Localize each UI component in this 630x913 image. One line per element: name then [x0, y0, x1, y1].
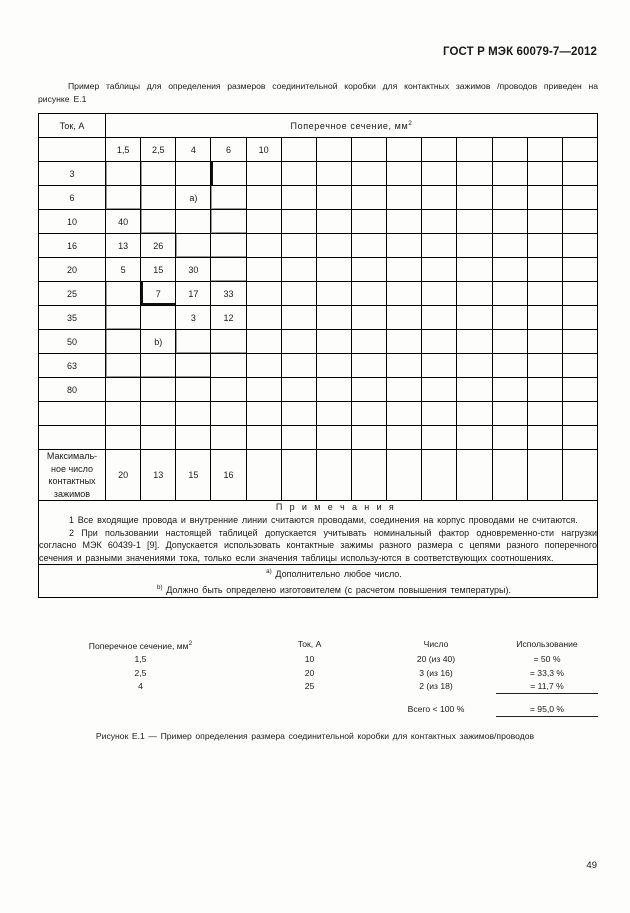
- subheader-cell: [527, 138, 562, 162]
- data-cell: [211, 354, 246, 378]
- data-cell: [527, 258, 562, 282]
- summary-section: 1,5: [134, 654, 147, 665]
- summary-row: [38, 653, 598, 666]
- data-cell: [527, 162, 562, 186]
- note-item-text: 2 При пользовании настоящей таблицей допускается учитывать номинальный фактор одновременно-сти нагрузки согласно МЭК 60439-1 [9]. Допускается использовать контактные зажимы разного размера с цепями разного поперечного сечения и разными значениями тока, только если значения таблицы использу-ются в соответствующих соотношениях.: [39, 527, 597, 563]
- max-terminals-value: [246, 450, 281, 501]
- table-row: [39, 426, 598, 450]
- max-terminals-value: 15: [176, 450, 211, 501]
- data-cell: [106, 354, 141, 378]
- data-cell: [316, 258, 351, 282]
- max-terminals-value: [387, 450, 422, 501]
- data-cell: [422, 402, 457, 426]
- data-cell: [492, 162, 527, 186]
- data-cell: [281, 162, 316, 186]
- row-current-label: 6: [39, 186, 106, 210]
- data-cell: [492, 210, 527, 234]
- data-cell: [527, 210, 562, 234]
- summary-gap-row: [38, 694, 598, 703]
- data-cell: [387, 282, 422, 306]
- data-cell: [246, 162, 281, 186]
- header-current: Ток, А: [39, 114, 106, 138]
- data-cell: [351, 234, 386, 258]
- data-cell: [106, 162, 141, 186]
- data-cell: [246, 186, 281, 210]
- subheader-blank: [39, 138, 106, 162]
- data-cell: [211, 330, 246, 354]
- max-terminals-value: [527, 450, 562, 501]
- summary-header-section-text: Поперечное сечение, мм: [88, 640, 189, 651]
- data-cell: 3: [176, 306, 211, 330]
- data-cell: [527, 186, 562, 210]
- data-cell: [176, 354, 211, 378]
- summary-gap-cell: [496, 694, 598, 703]
- data-cell: [281, 378, 316, 402]
- data-cell: [527, 306, 562, 330]
- data-cell: [316, 210, 351, 234]
- data-cell: [422, 306, 457, 330]
- summary-count: 3 (из 16): [419, 667, 453, 678]
- data-cell: [457, 426, 492, 450]
- subheader-cell: [457, 138, 492, 162]
- data-cell: [422, 282, 457, 306]
- data-cell: [387, 162, 422, 186]
- data-cell: [422, 258, 457, 282]
- data-cell: [351, 162, 386, 186]
- data-cell: 13: [106, 234, 141, 258]
- data-cell: [351, 426, 386, 450]
- subheader-cell: 1,5: [106, 138, 141, 162]
- row-current-label: 20: [39, 258, 106, 282]
- data-cell: [562, 186, 597, 210]
- data-cell: [141, 186, 176, 210]
- data-cell: [351, 210, 386, 234]
- max-terminals-value: 16: [211, 450, 246, 501]
- data-cell: [492, 186, 527, 210]
- summary-section: 2,5: [134, 667, 147, 678]
- data-cell: [527, 234, 562, 258]
- table-row: [39, 402, 598, 426]
- data-cell: [281, 354, 316, 378]
- subheader-cell: [492, 138, 527, 162]
- data-cell: [246, 210, 281, 234]
- max-terminals-value: [351, 450, 386, 501]
- data-cell: [281, 330, 316, 354]
- data-cell: [106, 186, 141, 210]
- data-cell: [246, 330, 281, 354]
- data-cell: [422, 162, 457, 186]
- max-label-line: контактных: [48, 476, 96, 487]
- max-label-line: Максималь-: [46, 451, 98, 461]
- data-cell: [281, 210, 316, 234]
- data-cell: [387, 186, 422, 210]
- data-cell: [457, 306, 492, 330]
- data-cell: [457, 282, 492, 306]
- table-row: [39, 258, 598, 282]
- row-current-label: [39, 426, 106, 450]
- data-cell: [492, 426, 527, 450]
- subheader-cell: [351, 138, 386, 162]
- data-cell: [387, 330, 422, 354]
- summary-gap-cell: [376, 694, 496, 703]
- data-cell: [457, 330, 492, 354]
- data-cell: [176, 162, 211, 186]
- data-cell: [141, 426, 176, 450]
- data-cell: [457, 162, 492, 186]
- row-current-label: 10: [39, 210, 106, 234]
- data-cell: [562, 354, 597, 378]
- data-cell: [492, 378, 527, 402]
- data-cell: [562, 426, 597, 450]
- data-cell: [281, 186, 316, 210]
- data-cell: [106, 402, 141, 426]
- summary-total-blank: [243, 703, 376, 717]
- max-label-line: ное число: [50, 463, 94, 474]
- data-cell: [176, 210, 211, 234]
- data-cell: [422, 186, 457, 210]
- subheader-cell: [281, 138, 316, 162]
- data-cell: [211, 186, 246, 210]
- data-cell: [316, 354, 351, 378]
- data-cell: [141, 210, 176, 234]
- subheader-cell: 10: [246, 138, 281, 162]
- data-cell: [281, 402, 316, 426]
- data-cell: [176, 330, 211, 354]
- data-cell: [211, 426, 246, 450]
- row-current-label: 25: [39, 282, 106, 306]
- data-cell: [457, 234, 492, 258]
- row-current-label: 63: [39, 354, 106, 378]
- footnotes-row: [39, 565, 598, 598]
- data-cell: 40: [106, 210, 141, 234]
- data-cell: [562, 162, 597, 186]
- row-current-label: 50: [39, 330, 106, 354]
- summary-usage: = 50 %: [533, 654, 561, 665]
- data-cell: [351, 282, 386, 306]
- subheader-cell: [387, 138, 422, 162]
- data-cell: [492, 234, 527, 258]
- data-cell: 7: [141, 282, 176, 306]
- subheader-cell: [422, 138, 457, 162]
- max-label-line: зажимов: [53, 488, 91, 499]
- data-cell: [562, 330, 597, 354]
- intro-text: Пример таблицы для определения размеров соединительной коробки для контактных зажимов /проводов приведен на рисунке Е.1: [38, 81, 598, 104]
- data-cell: [422, 426, 457, 450]
- data-cell: [422, 234, 457, 258]
- summary-header-row: [38, 637, 598, 653]
- footnote-mark: a): [266, 568, 272, 576]
- table-row: [39, 282, 598, 306]
- summary-current: 25: [304, 681, 315, 692]
- data-cell: [316, 402, 351, 426]
- summary-block: [38, 637, 598, 717]
- data-cell: [527, 378, 562, 402]
- table-row: [39, 378, 598, 402]
- max-terminals-value: [422, 450, 457, 501]
- data-cell: [316, 306, 351, 330]
- subheader-cell: [562, 138, 597, 162]
- table-row: [39, 210, 598, 234]
- summary-header-sup: 2: [188, 640, 193, 647]
- figure-caption: Рисунок Е.1 — Пример определения размера соединительной коробки для контактных зажимов/проводов: [95, 731, 535, 741]
- data-cell: [281, 258, 316, 282]
- summary-total-blank: [38, 703, 243, 717]
- row-current-label: 16: [39, 234, 106, 258]
- data-cell: 30: [176, 258, 211, 282]
- summary-current: 20: [304, 667, 315, 678]
- data-cell-footnote-a: a): [176, 186, 211, 210]
- footnote-text: Дополнительно любое число.: [275, 569, 402, 580]
- data-cell: 12: [211, 306, 246, 330]
- data-cell: [387, 258, 422, 282]
- data-cell: [141, 378, 176, 402]
- summary-header-current: Ток, А: [297, 639, 322, 650]
- data-cell: [316, 426, 351, 450]
- data-cell: [106, 306, 141, 330]
- data-cell: [457, 186, 492, 210]
- summary-count: 2 (из 18): [419, 681, 453, 692]
- subheader-cell: [316, 138, 351, 162]
- data-cell: [106, 426, 141, 450]
- data-cell: [106, 282, 141, 306]
- data-cell: [246, 402, 281, 426]
- data-cell: [246, 282, 281, 306]
- footnote-item: [39, 581, 597, 597]
- data-cell: [316, 330, 351, 354]
- max-terminals-value: [316, 450, 351, 501]
- data-cell: [457, 210, 492, 234]
- max-terminals-value: 20: [106, 450, 141, 501]
- summary-table: [38, 637, 598, 717]
- data-cell: [492, 354, 527, 378]
- table-header-row: [39, 114, 598, 138]
- data-cell: [422, 210, 457, 234]
- summary-total-value: = 95,0 %: [496, 703, 598, 717]
- summary-section: 4: [138, 681, 143, 692]
- summary-count: 20 (из 40): [416, 654, 456, 665]
- table-row: [39, 186, 598, 210]
- row-current-label: 3: [39, 162, 106, 186]
- data-cell: [527, 282, 562, 306]
- footnote-text: Должно быть определено изготовителем (с расчетом повышения температуры).: [166, 585, 511, 596]
- table-body: [39, 114, 598, 598]
- max-terminals-row: [39, 450, 598, 501]
- data-cell: [351, 330, 386, 354]
- table-row: [39, 162, 598, 186]
- data-cell: [457, 258, 492, 282]
- data-cell: [246, 234, 281, 258]
- data-cell: [141, 306, 176, 330]
- standard-header: ГОСТ Р МЭК 60079-7—2012: [443, 46, 597, 58]
- summary-row: [38, 667, 598, 680]
- data-cell: [457, 378, 492, 402]
- summary-gap-cell: [38, 694, 243, 703]
- data-cell: [211, 210, 246, 234]
- data-cell: [106, 330, 141, 354]
- notes-title: П р и м е ч а н и я: [275, 502, 397, 513]
- data-cell: [176, 378, 211, 402]
- footnotes-cell: [39, 565, 598, 598]
- data-cell: [106, 378, 141, 402]
- data-cell: [281, 306, 316, 330]
- data-cell: [211, 162, 246, 186]
- data-cell: 26: [141, 234, 176, 258]
- data-cell: [387, 402, 422, 426]
- data-cell: [281, 282, 316, 306]
- data-cell: [527, 330, 562, 354]
- note-item-text: 1 Все входящие провода и внутренние линии считаются проводами, соединения на корпус проводами не считаются.: [69, 514, 578, 525]
- max-terminals-value: [281, 450, 316, 501]
- row-current-label: [39, 402, 106, 426]
- table-subheader-row: [39, 138, 598, 162]
- data-cell: [176, 402, 211, 426]
- data-cell: [562, 234, 597, 258]
- data-cell: [316, 282, 351, 306]
- data-cell: [527, 402, 562, 426]
- data-cell: [387, 210, 422, 234]
- summary-usage: = 11,7 %: [496, 680, 598, 694]
- max-terminals-value: [457, 450, 492, 501]
- data-cell: [246, 306, 281, 330]
- data-cell: [211, 234, 246, 258]
- header-cross-section: [106, 114, 598, 138]
- note-item: [39, 514, 597, 527]
- data-cell: [387, 378, 422, 402]
- table-row: [39, 306, 598, 330]
- note-item: [39, 527, 597, 565]
- data-cell: [351, 378, 386, 402]
- data-cell: 17: [176, 282, 211, 306]
- data-cell: [281, 234, 316, 258]
- max-terminals-value: 13: [141, 450, 176, 501]
- data-cell: [422, 354, 457, 378]
- data-cell-footnote-b: b): [141, 330, 176, 354]
- data-cell: [351, 258, 386, 282]
- data-cell: [422, 330, 457, 354]
- connection-box-table: [38, 113, 598, 598]
- summary-header-count: Число: [423, 639, 449, 650]
- data-cell: 5: [106, 258, 141, 282]
- data-cell: [562, 402, 597, 426]
- main-table-container: [38, 113, 598, 598]
- intro-paragraph: [38, 80, 598, 105]
- subheader-cell: 6: [211, 138, 246, 162]
- data-cell: [492, 402, 527, 426]
- data-cell: [387, 354, 422, 378]
- data-cell: [316, 162, 351, 186]
- data-cell: [492, 282, 527, 306]
- table-row: [39, 354, 598, 378]
- subheader-cell: 4: [176, 138, 211, 162]
- data-cell: 15: [141, 258, 176, 282]
- data-cell: [562, 378, 597, 402]
- data-cell: [316, 186, 351, 210]
- max-terminals-value: [562, 450, 597, 501]
- data-cell: [562, 258, 597, 282]
- page-number: 49: [586, 860, 597, 871]
- data-cell: [562, 210, 597, 234]
- data-cell: [246, 426, 281, 450]
- max-terminals-value: [492, 450, 527, 501]
- data-cell: [176, 234, 211, 258]
- data-cell: [211, 378, 246, 402]
- data-cell: [387, 306, 422, 330]
- data-cell: [387, 426, 422, 450]
- header-cross-section-text: Поперечное сечение, мм: [290, 121, 409, 131]
- data-cell: [316, 234, 351, 258]
- data-cell: [457, 402, 492, 426]
- data-cell: [141, 354, 176, 378]
- row-current-label: 80: [39, 378, 106, 402]
- data-cell: [492, 306, 527, 330]
- data-cell: [246, 378, 281, 402]
- summary-header-usage: Использование: [516, 639, 578, 650]
- summary-body: [38, 637, 598, 717]
- data-cell: [141, 162, 176, 186]
- summary-total-row: [38, 703, 598, 717]
- data-cell: [246, 354, 281, 378]
- summary-usage: = 33,3 %: [529, 667, 565, 678]
- data-cell: [562, 282, 597, 306]
- max-terminals-label: [39, 450, 106, 501]
- data-cell: [176, 426, 211, 450]
- summary-current: 10: [304, 654, 315, 665]
- footnote-mark: b): [157, 584, 163, 592]
- summary-gap-cell: [243, 694, 376, 703]
- table-row: [39, 234, 598, 258]
- footnote-item: [39, 565, 597, 581]
- table-row: [39, 330, 598, 354]
- notes-cell: [39, 501, 598, 565]
- summary-row: [38, 680, 598, 694]
- data-cell: [422, 378, 457, 402]
- data-cell: [387, 234, 422, 258]
- data-cell: [351, 186, 386, 210]
- data-cell: [316, 378, 351, 402]
- data-cell: [281, 426, 316, 450]
- subheader-cell: 2,5: [141, 138, 176, 162]
- data-cell: [351, 402, 386, 426]
- data-cell: [351, 354, 386, 378]
- summary-total-label: Всего < 100 %: [407, 704, 465, 715]
- notes-row: [39, 501, 598, 565]
- data-cell: [211, 258, 246, 282]
- data-cell: [457, 354, 492, 378]
- header-cross-section-sup: 2: [408, 120, 413, 127]
- data-cell: [211, 402, 246, 426]
- data-cell: [492, 258, 527, 282]
- data-cell: 33: [211, 282, 246, 306]
- data-cell: [527, 426, 562, 450]
- data-cell: [562, 306, 597, 330]
- data-cell: [492, 330, 527, 354]
- data-cell: [141, 402, 176, 426]
- data-cell: [351, 306, 386, 330]
- data-cell: [527, 354, 562, 378]
- row-current-label: 35: [39, 306, 106, 330]
- summary-header-section: [38, 637, 243, 653]
- data-cell: [246, 258, 281, 282]
